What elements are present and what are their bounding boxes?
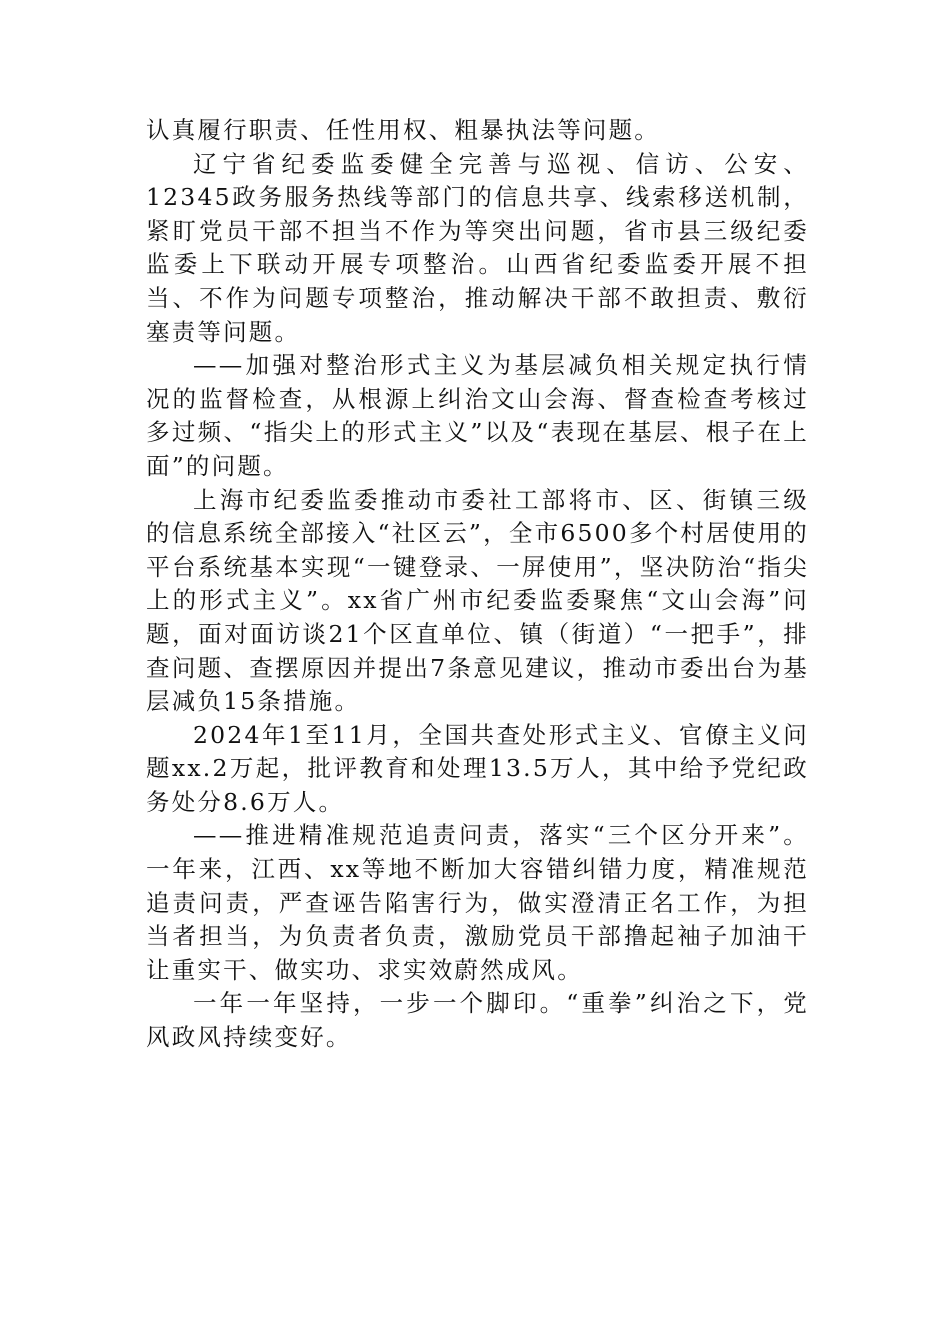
paragraph-2: 辽宁省纪委监委健全完善与巡视、信访、公安、12345政务服务热线等部门的信息共享、线索移送机制，紧盯党员干部不担当不作为等突出问题，省市县三级纪委监委上下联动开展专项整治。山西省纪委监委开展不担当、不作为问题专项整治，推动解决干部不敢担责、敷衍塞责等问题。 [146,149,809,346]
paragraph-6: ——推进精准规范追责问责，落实“三个区分开来”。一年来，江西、xx等地不断加大容错纠错力度，精准规范追责问责，严查诬告陷害行为，做实澄清正名工作，为担当者担当，为负责者负责，激励党员干部撸起袖子加油干让重实干、做实功、求实效蔚然成风。 [146,821,809,984]
paragraph-7: 一年一年坚持，一步一个脚印。“重拳”纠治之下，党风政风持续变好。 [146,989,809,1052]
paragraph-4: 上海市纪委监委推动市委社工部将市、区、街镇三级的信息系统全部接入“社区云”，全市6500多个村居使用的平台系统基本实现“一键登录、一屏使用”，坚决防治“指尖上的形式主义”。xx省广州市纪委监委聚焦“文山会海”问题，面对面访谈21个区直单位、镇（街道）“一把手”，排查问题、查摆原因并提出7条意见建议，推动市委出台为基层减负15条措施。 [146,485,809,716]
document-body [146,114,809,1055]
paragraph-1: 认真履行职责、任性用权、粗暴执法等问题。 [146,116,660,144]
paragraph-3: ——加强对整治形式主义为基层减负相关规定执行情况的监督检查，从根源上纠治文山会海、督查检查考核过多过频、“指尖上的形式主义”以及“表现在基层、根子在上面”的问题。 [146,351,809,480]
paragraph-5: 2024年1至11月，全国共查处形式主义、官僚主义问题xx.2万起，批评教育和处理13.5万人，其中给予党纪政务处分8.6万人。 [146,720,809,816]
